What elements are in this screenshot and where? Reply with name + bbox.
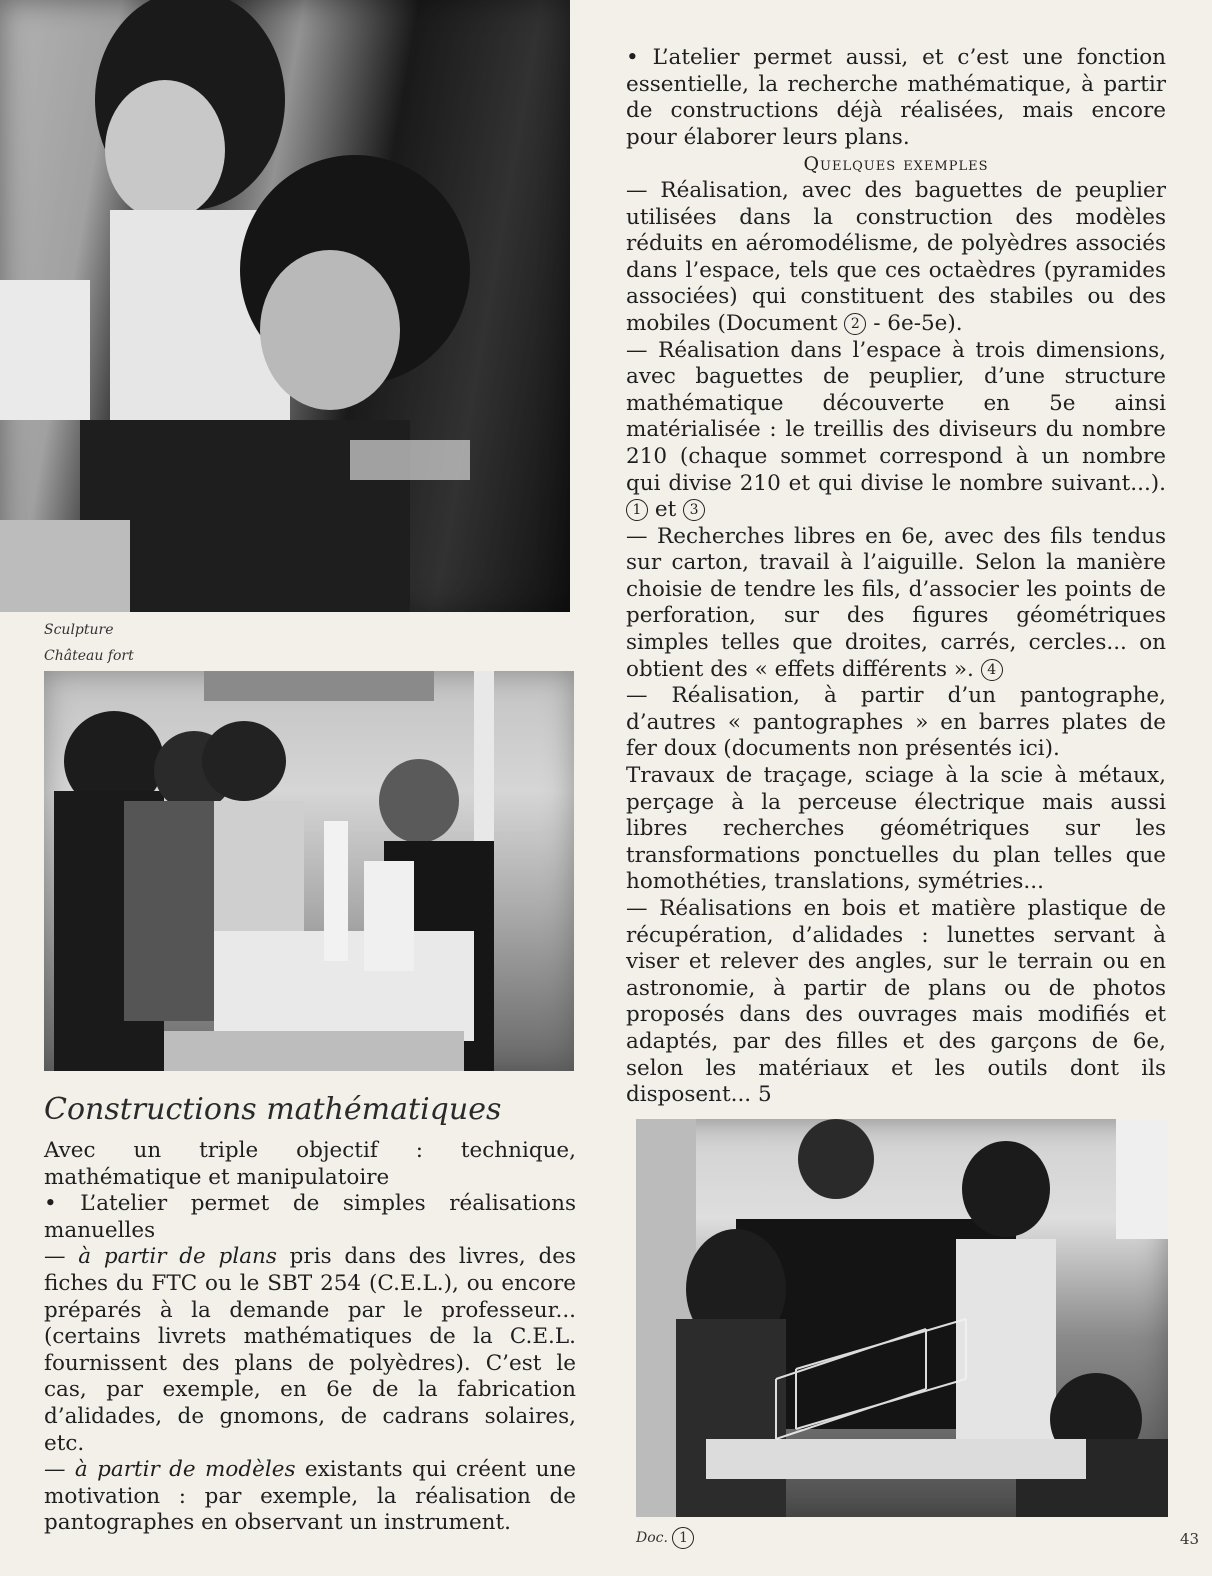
photo-caption-doc-number: 1	[672, 1527, 694, 1549]
paragraph-example-1-text: — Réalisation, avec des baguettes de peuplier utilisées dans la construction des modèles réduits en aéromodélisme, de polyèdres associés dans l’espace, tels que ces octaèdres (pyramides associées) qui constituent des stabiles ou des mobiles (Document	[626, 177, 1166, 336]
photo-caption-doc	[636, 1527, 694, 1549]
photo-caption-doc-label: Doc.	[636, 1530, 668, 1546]
photo-sculpture	[0, 0, 570, 612]
paragraph-example-2-et: et	[654, 497, 677, 523]
paragraph-plans	[44, 1244, 576, 1457]
photo-caption-chateau: Château fort	[44, 648, 134, 664]
paragraph-models-text: existants qui créent une motivation : par exemple, la réalisation de pantographes en observant un instrument.	[44, 1457, 576, 1536]
circled-number-3: 3	[683, 499, 705, 521]
paragraph-models	[44, 1457, 576, 1537]
photo-chateau-shapes	[44, 671, 574, 1071]
photo-chateau-fort	[44, 671, 574, 1071]
bullet-simple-realisations: • L’atelier permet de simples réalisations manuelles	[44, 1191, 576, 1244]
circled-number-4: 4	[981, 659, 1003, 681]
paragraph-example-3-text: — Recherches libres en 6e, avec des fils tendus sur carton, travail à l’aiguille. Selon la manière choisie de tendre les fils, d’associer les points de perforation, sur des figures géométriques simples telles que droites, carrés, cercles... on obtient des « effets différents ».	[626, 523, 1166, 682]
paragraph-example-4: — Réalisation, à partir d’un pantographe, d’autres « pantographes » en barres plates de fer doux (documents non présentés ici).	[626, 683, 1166, 762]
left-column-text	[44, 1138, 576, 1537]
photo-doc-1-shapes	[636, 1119, 1168, 1517]
paragraph-example-2-text: — Réalisation dans l’espace à trois dimensions, avec baguettes de peuplier, d’une structure mathématique découverte en 5e ainsi matérialisée : le treillis des diviseurs du nombre 210 (chaque sommet correspond à un nombre qui divise 210 et qui divise le nombre suivant...).	[626, 337, 1166, 496]
paragraph-models-italic: — à partir de modèles	[44, 1457, 296, 1483]
paragraph-example-3	[626, 524, 1166, 684]
paragraph-example-5: Travaux de traçage, sciage à la scie à métaux, perçage à la perceuse électrique mais aussi libres recherches géométriques sur les transformations ponctuelles du plan telles que homothéties, translations, symétries...	[626, 763, 1166, 895]
circled-number-1: 1	[626, 499, 648, 521]
paragraph-plans-italic: — à partir de plans	[44, 1244, 277, 1270]
page-number: 43	[1180, 1530, 1200, 1548]
examples-heading: Quelques exemples	[803, 153, 989, 176]
paragraph-example-1	[626, 178, 1166, 338]
intro-paragraph: Avec un triple objectif : technique, mathématique et manipulatoire	[44, 1138, 576, 1190]
photo-doc-1	[636, 1119, 1168, 1517]
circled-number-2: 2	[844, 313, 866, 335]
paragraph-example-2	[626, 338, 1166, 524]
paragraph-example-1-end: - 6e-5e).	[873, 310, 963, 336]
paragraph-example-6: — Réalisations en bois et matière plastique de récupération, d’alidades : lunettes servant à viser et relever des angles, sur le terrain ou en astronomie, à partir de plans ou de photos proposés dans des ouvrages mais modifiés et adaptés, par des filles et des garçons de 6e, selon les matériaux et les outils dont ils disposent... 5	[626, 896, 1166, 1108]
photo-sculpture-shapes	[0, 0, 570, 612]
right-column-text	[626, 45, 1166, 1109]
paragraph-research: • L’atelier permet aussi, et c’est une fonction essentielle, la recherche mathématique, à partir de constructions déjà réalisées, mais encore pour élaborer leurs plans.	[626, 45, 1166, 151]
section-title: Constructions mathématiques	[44, 1092, 502, 1127]
photo-caption-sculpture: Sculpture	[44, 622, 114, 638]
paragraph-plans-text: pris dans des livres, des fiches du FTC ou le SBT 254 (C.E.L.), ou encore préparés à la demande par le professeur... (certains livrets mathématiques de la C.E.L. fournissent des plans de polyèdres). C’est le cas, par exemple, en 6e de la fabrication d’alidades, de gnomons, de cadrans solaires, etc.	[44, 1244, 576, 1456]
